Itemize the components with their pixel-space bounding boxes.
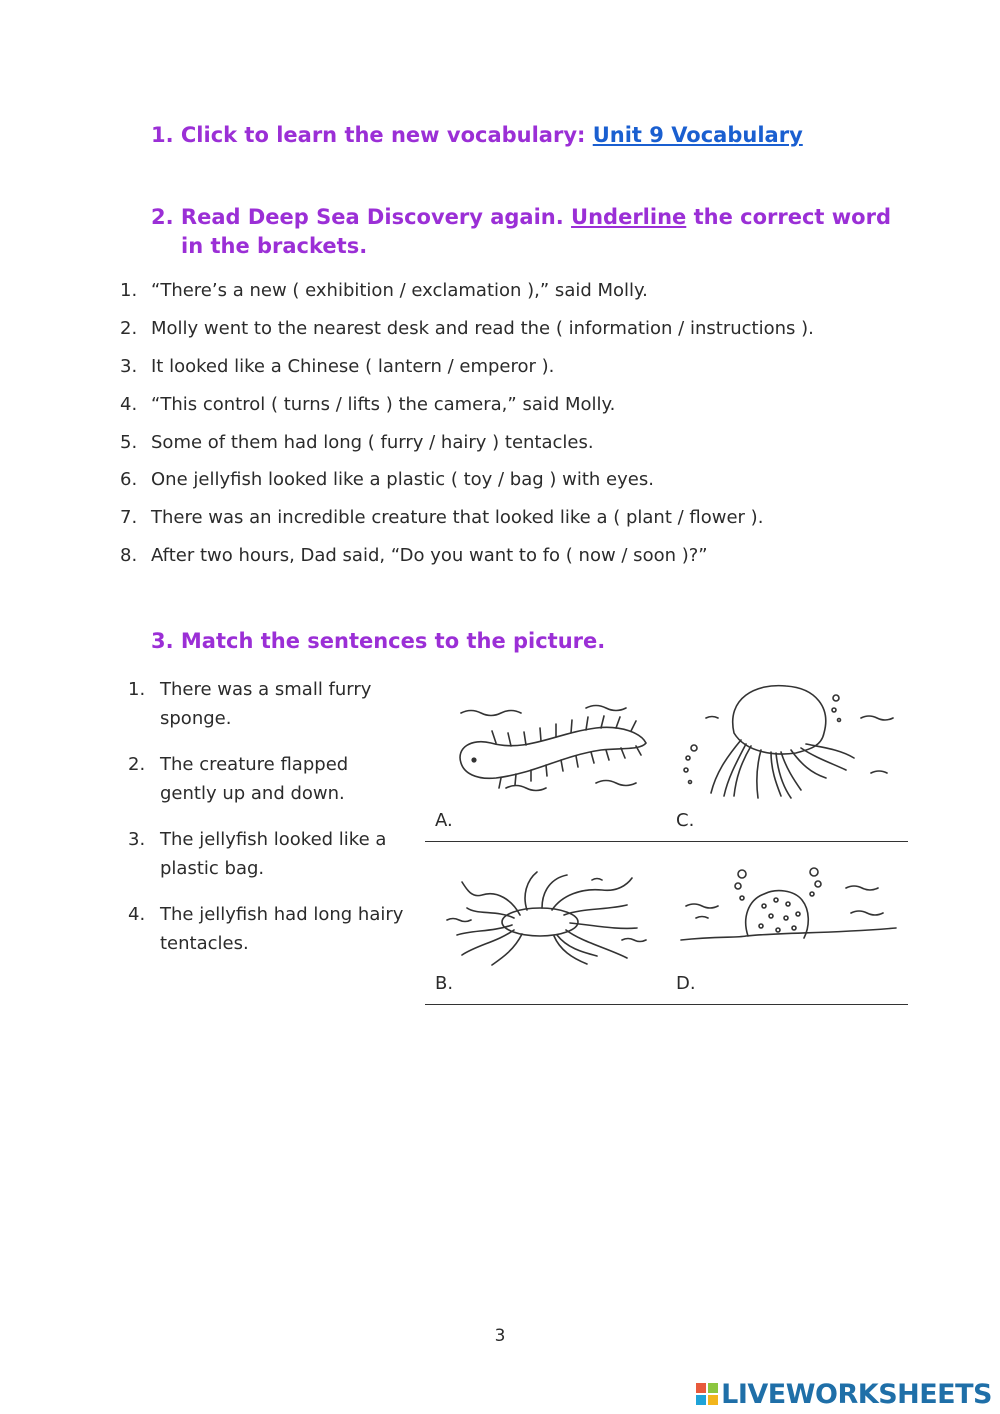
section-2-heading (151, 203, 891, 261)
match-sentence-line1: The jellyfish looked like a (160, 829, 387, 850)
liveworksheets-logo[interactable] (696, 1379, 992, 1409)
picture-c-jellyfish[interactable] (676, 678, 902, 806)
match-sentence[interactable] (128, 750, 418, 808)
match-sentence-number: 1. (128, 679, 146, 700)
question-number: 6. (120, 469, 138, 491)
question-item (120, 348, 880, 386)
question-number: 2. (120, 318, 138, 340)
question-item (120, 310, 880, 348)
question-item (120, 499, 880, 537)
match-sentence-number: 3. (128, 829, 146, 850)
match-sentence-line2: sponge. (160, 708, 232, 729)
match-sentence[interactable] (128, 825, 418, 883)
match-sentence-line2: plastic bag. (160, 858, 265, 879)
picture-b-label: B. (435, 973, 454, 994)
question-text[interactable]: It looked like a Chinese ( lantern / emperor ). (151, 355, 555, 377)
match-sentence-number: 2. (128, 754, 146, 775)
section-1-heading-text: 1. Click to learn the new vocabulary: (151, 123, 586, 147)
question-text[interactable]: Molly went to the nearest desk and read the ( information / instructions ). (151, 318, 814, 340)
match-sentence-line2: gently up and down. (160, 783, 345, 804)
question-text[interactable]: “There’s a new ( exhibition / exclamation ),” said Molly. (151, 280, 648, 302)
picture-a-worm[interactable] (436, 688, 658, 806)
picture-c-label: C. (676, 810, 695, 831)
question-number: 5. (120, 431, 138, 453)
underline-word: Underline (571, 205, 687, 229)
question-item (120, 537, 880, 575)
match-sentence-line1: There was a small furry (160, 679, 372, 700)
match-sentence-line1: The creature flapped (160, 754, 349, 775)
picture-d-sponge[interactable] (676, 858, 902, 968)
picture-d-label: D. (676, 973, 696, 994)
brand-name: LIVEWORKSHEETS (721, 1378, 992, 1410)
match-sentence-number: 4. (128, 904, 146, 925)
section-1-heading (151, 121, 803, 150)
match-sentence[interactable] (128, 900, 418, 958)
underline-question-list (120, 272, 880, 574)
logo-square (696, 1383, 706, 1393)
picture-divider (425, 841, 908, 842)
question-item (120, 385, 880, 423)
question-number: 7. (120, 507, 138, 529)
question-number: 4. (120, 393, 138, 415)
match-sentence-line2: tentacles. (160, 933, 249, 954)
picture-a-label: A. (435, 810, 453, 831)
logo-grid-icon (696, 1383, 718, 1405)
question-text[interactable]: There was an incredible creature that looked like a ( plant / flower ). (151, 507, 764, 529)
question-number: 3. (120, 355, 138, 377)
question-number: 1. (120, 280, 138, 302)
picture-bottom-rule (425, 1004, 908, 1005)
question-text[interactable]: Some of them had long ( furry / hairy ) tentacles. (151, 431, 594, 453)
question-text[interactable]: One jellyfish looked like a plastic ( toy / bag ) with eyes. (151, 469, 654, 491)
section-2-heading-part1: 2. Read Deep Sea Discovery again. (151, 205, 564, 229)
question-text[interactable]: “This control ( turns / lifts ) the camera,” said Molly. (151, 393, 616, 415)
section-2-heading-part2: the correct word (693, 205, 891, 229)
unit-9-vocabulary-link[interactable]: Unit 9 Vocabulary (592, 123, 803, 147)
page-number: 3 (494, 1326, 506, 1346)
question-text[interactable]: After two hours, Dad said, “Do you want to fo ( now / soon )?” (151, 544, 708, 566)
section-3-heading: 3. Match the sentences to the picture. (151, 629, 606, 653)
match-sentence[interactable] (128, 675, 418, 733)
logo-square (708, 1383, 718, 1393)
question-item (120, 272, 880, 310)
match-sentence-list (128, 675, 418, 975)
logo-square (708, 1395, 718, 1405)
question-item (120, 461, 880, 499)
logo-square (696, 1395, 706, 1405)
section-2-heading-line2: in the brackets. (181, 234, 368, 258)
match-sentence-line1: The jellyfish had long hairy (160, 904, 404, 925)
question-item (120, 423, 880, 461)
picture-b-tentacle-jellyfish[interactable] (442, 860, 656, 970)
question-number: 8. (120, 544, 138, 566)
